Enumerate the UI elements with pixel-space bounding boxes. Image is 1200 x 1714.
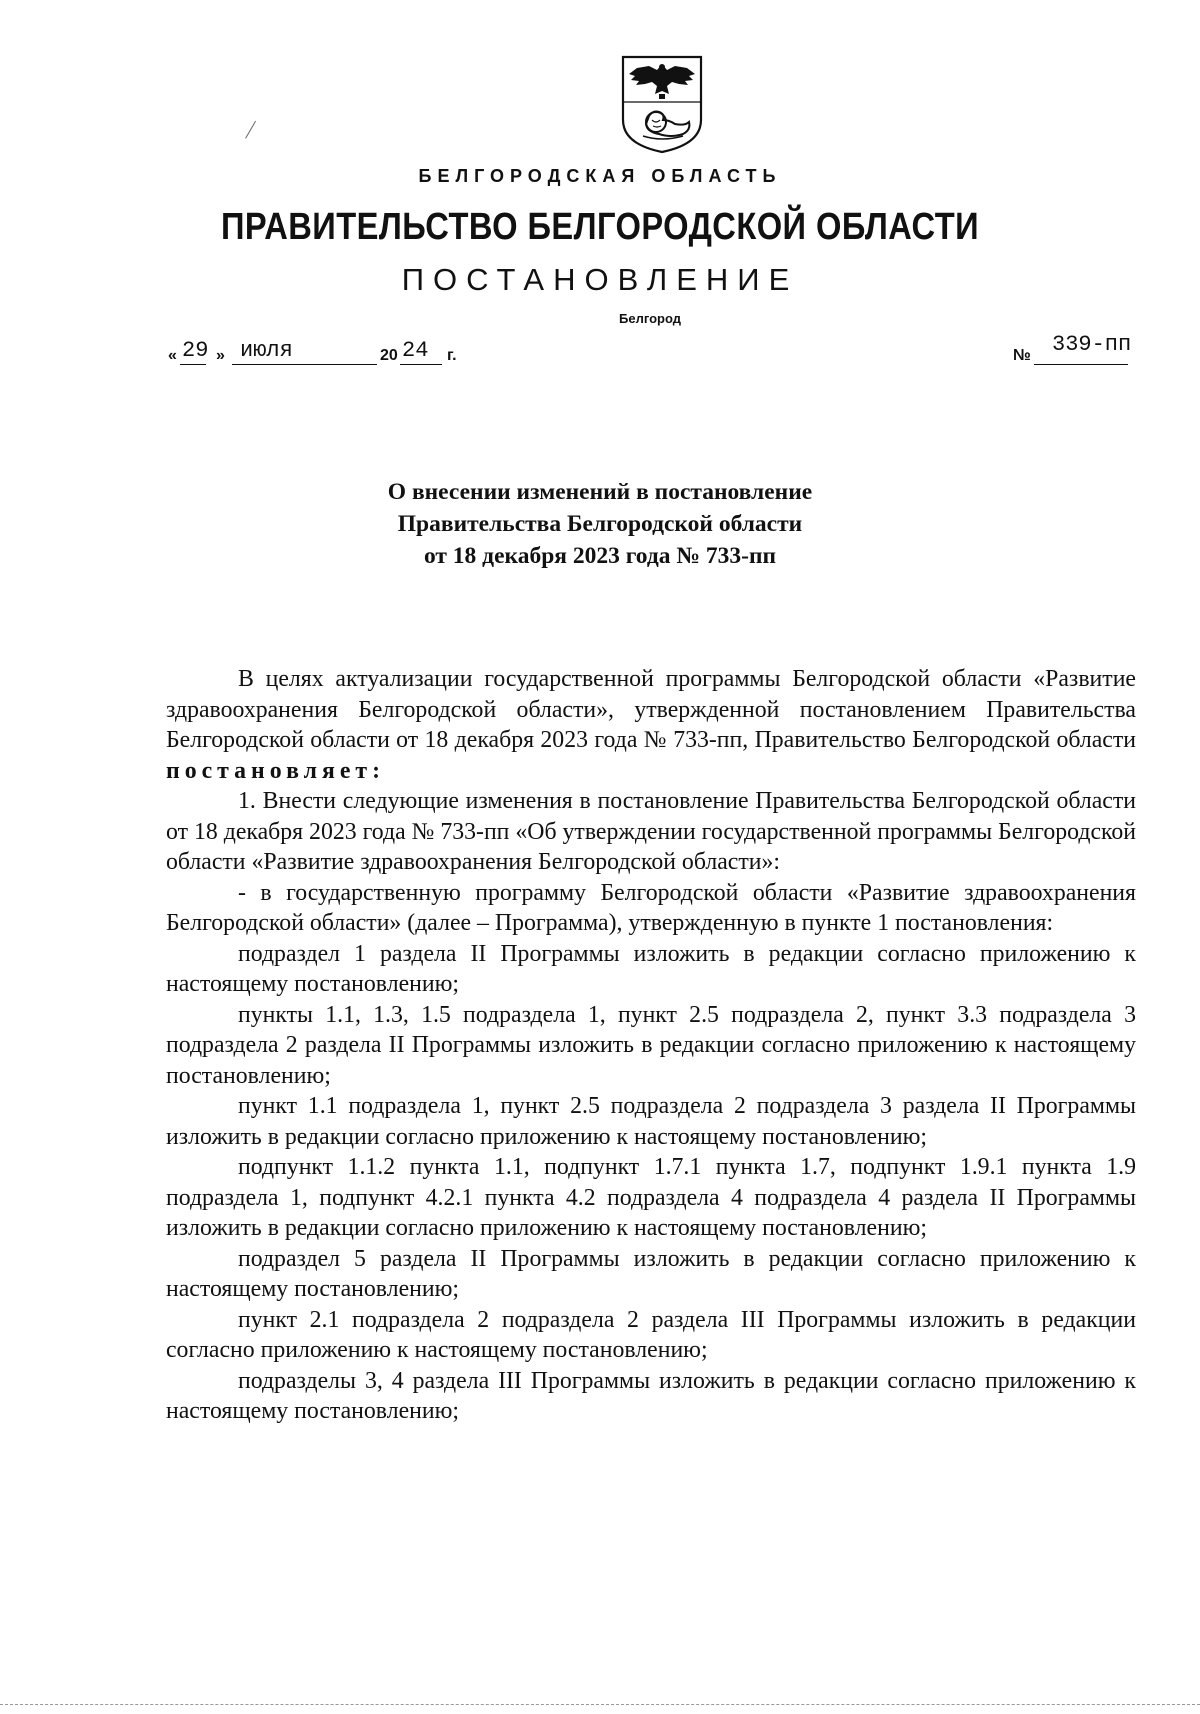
date-and-number-line [168,332,1148,368]
government-name: ПРАВИТЕЛЬСТВО БЕЛГОРОДСКОЙ ОБЛАСТИ [220,206,980,248]
body-paragraph: 1. Внести следующие изменения в постановление Правительства Белгородской области от 18 декабря 2023 года № 733-пп «Об утверждении государственной программы Белгородской области «Развитие здравоохранения Белгородской области»: [166,788,1136,875]
month-underline [232,364,377,365]
body-paragraph [166,664,1136,786]
pen-mark [245,121,257,139]
year-mark: г. [447,347,457,364]
document-type: ПОСТАНОВЛЕНИЕ [401,262,799,297]
body-paragraph: подразделы 3, 4 раздела III Программы изложить в редакции согласно приложению к настоящему постановлению; [166,1367,1136,1424]
body-paragraph: подраздел 1 раздела II Программы изложить в редакции согласно приложению к настоящему постановлению; [166,940,1136,997]
number-underline [1034,364,1128,365]
resolution-verb: постановляет: [166,757,386,784]
year-prefix: 20 [380,347,398,364]
coat-of-arms-icon [619,54,705,154]
region-name: БЕЛГОРОДСКАЯ ОБЛАСТЬ [418,166,782,186]
city-name: Белгород [619,311,681,326]
document-number: 339-пп [1052,332,1132,357]
body-paragraph: подпункт 1.1.2 пункта 1.1, подпункт 1.7.1 пункта 1.7, подпункт 1.9.1 пункта 1.9 подраздела 1, подпункт 4.2.1 пункта 4.2 подраздела 4 подраздела 4 раздела II Программы изложить в редакции согласно приложению к настоящему постановлению; [166,1154,1136,1241]
date-day: 29 [182,338,209,363]
year-underline [400,364,442,365]
document-title [200,476,1000,572]
number-label: № [1013,347,1031,364]
close-quote: » [216,347,225,364]
paragraph-text: В целях актуализации государственной программы Белгородской области «Развитие здравоохранения Белгородской области», утвержденной постановлением Правительства Белгородской области от 18 декабря 2023 года № 733-пп, Правительство Белгородской области [166,666,1136,753]
body-paragraph: пункты 1.1, 1.3, 1.5 подраздела 1, пункт 2.5 подраздела 2, пункт 3.3 подраздела 3 подраздела 2 раздела II Программы изложить в редакции согласно приложению к настоящему постановлению; [166,1001,1136,1089]
scan-edge [0,1704,1200,1705]
title-line: от 18 декабря 2023 года № 733-пп [423,543,777,569]
title-line: О внесении изменений в постановление [387,479,813,505]
title-line: Правительства Белгородской области [397,511,803,537]
body-paragraph: подраздел 5 раздела II Программы изложить в редакции согласно приложению к настоящему постановлению; [166,1245,1136,1302]
document-body [166,664,1136,1427]
date-year: 24 [402,338,429,363]
open-quote: « [168,347,177,364]
day-underline [180,364,206,365]
body-paragraph: пункт 1.1 подраздела 1, пункт 2.5 подраздела 2 подраздела 3 раздела II Программы изложить в редакции согласно приложению к настоящему постановлению; [166,1093,1136,1150]
body-paragraph: - в государственную программу Белгородской области «Развитие здравоохранения Белгородской области» (далее – Программа), утвержденную в пункте 1 постановления: [166,879,1136,936]
date-month: июля [240,338,293,363]
body-paragraph: пункт 2.1 подраздела 2 подраздела 2 раздела III Программы изложить в редакции согласно приложению к настоящему постановлению; [166,1306,1136,1363]
